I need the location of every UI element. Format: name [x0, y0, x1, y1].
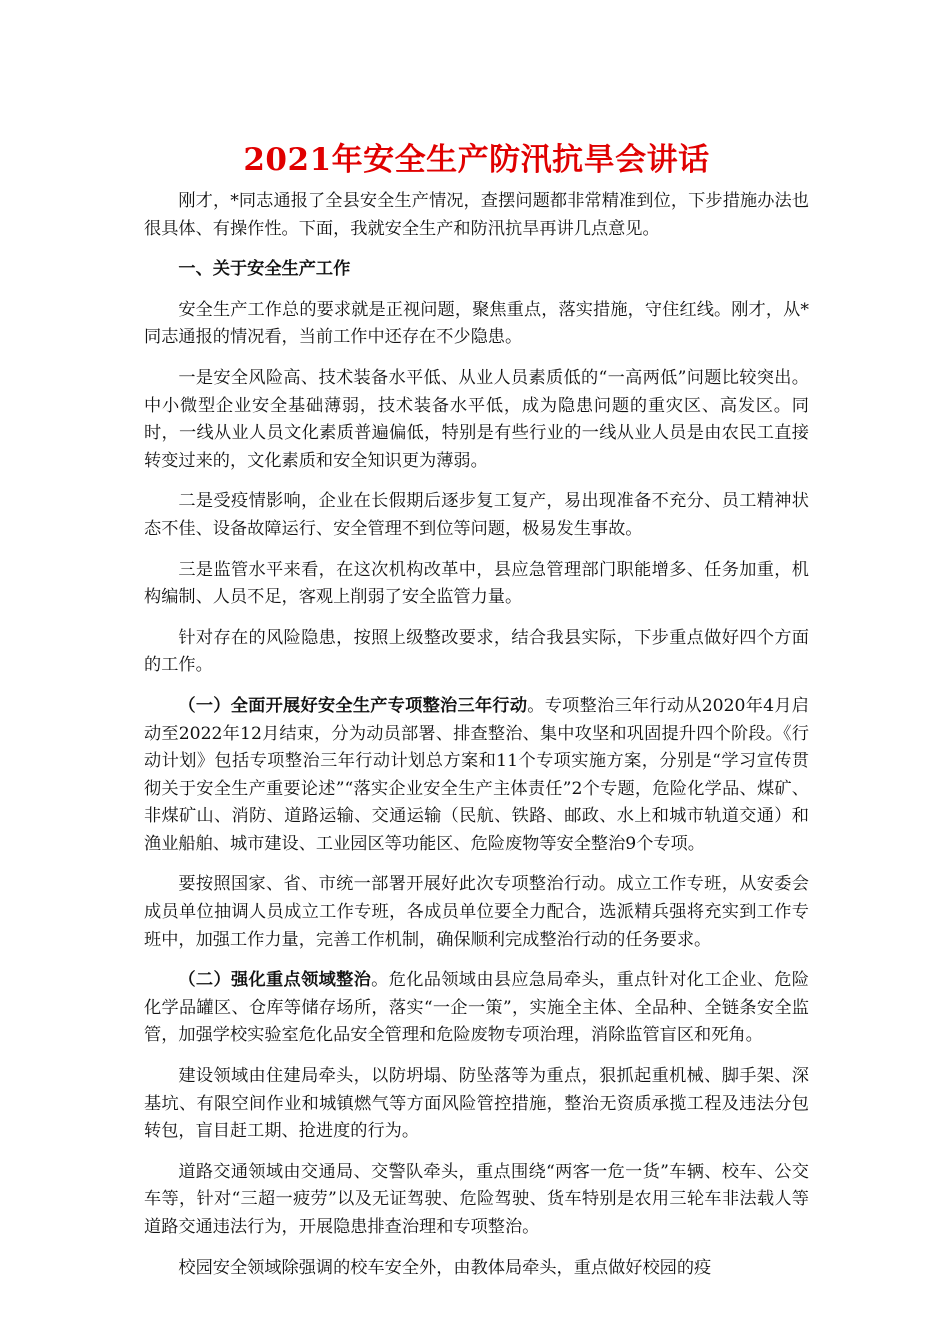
paragraph-construction: 建设领域由住建局牵头，以防坍塌、防坠落等为重点，狠抓起重机械、脚手架、深基坑、有限空间作业和城镇燃气等方面风险管控措施，整治无资质承揽工程及违法分包转包，盲目赶工期、抢进度的行为。 [144, 1066, 809, 1142]
paragraph-next-steps: 针对存在的风险隐患，按照上级整改要求，结合我县实际，下步重点做好四个方面的工作。 [144, 627, 809, 676]
paragraph-deployment: 要按照国家、省、市统一部署开展好此次专项整治行动。成立工作专班，从安委会成员单位抽调人员成立工作专班，各成员单位要全力配合，选派精兵强将充实到工作专班中，加强工作力量，完善工作机制，确保顺利完成整治行动的任务要求。 [144, 874, 809, 950]
document-title: 2021年安全生产防汛抗旱会讲话 [243, 142, 710, 178]
paragraph-requirements: 安全生产工作总的要求就是正视问题，聚焦重点，落实措施，守住红线。刚才，从*同志通报的情况看，当前工作中还存在不少隐患。 [144, 299, 809, 348]
paragraph-section-two [144, 967, 809, 1050]
paragraph-campus: 校园安全领域除强调的校车安全外，由教体局牵头，重点做好校园的疫 [178, 1257, 712, 1278]
subsection-heading-special-campaign: （一）全面开展好安全生产专项整治三年行动 [178, 695, 528, 716]
paragraph-issue-one: 一是安全风险高、技术装备水平低、从业人员素质低的“一高两低”问题比较突出。中小微型企业安全基础薄弱，技术装备水平低，成为隐患问题的重灾区、高发区。同时，一线从业人员文化素质普遍偏低，特别是有些行业的一线从业人员是由农民工直接转变过来的，文化素质和安全知识更为薄弱。 [144, 367, 809, 471]
subsection-heading-key-areas: （二）强化重点领域整治 [178, 970, 372, 991]
paragraph-section-one [144, 693, 809, 859]
document-page [144, 140, 809, 1295]
section-heading-safety: 一、关于安全生产工作 [178, 259, 351, 280]
subsection-body-key-areas: 。危化品领域由县应急局牵头，重点针对化工企业、危险化学品罐区、仓库等储存场所，落实“一企一策”，实施全主体、全品种、全链条安全监管，加强学校实验室危化品安全管理和危险废物专项治理，消除监管盲区和死角。 [144, 970, 809, 1046]
paragraph-issue-three: 三是监管水平来看，在这次机构改革中，县应急管理部门职能增多、任务加重，机构编制、人员不足，客观上削弱了安全监管力量。 [144, 559, 809, 608]
paragraph-issue-two: 二是受疫情影响，企业在长假期后逐步复工复产，易出现准备不充分、员工精神状态不佳、设备故障运行、安全管理不到位等问题，极易发生事故。 [144, 491, 809, 539]
subsection-body-special-campaign: 。专项整治三年行动从2020年4月启动至2022年12月结束，分为动员部署、排查整治、集中攻坚和巩固提升四个阶段。《行动计划》包括专项整治三年行动计划总方案和11个专项实施方案，分别是“学习宣传贯彻关于安全生产重要论述”“落实企业安全生产主体责任”2个专题，危险化学品、煤矿、非煤矿山、消防、道路运输、交通运输（民航、铁路、邮政、水上和城市轨道交通）和渔业船舶、城市建设、工业园区等功能区、危险废物等安全整治9个专项。 [144, 695, 809, 854]
paragraph-intro: 刚才，*同志通报了全县安全生产情况，查摆问题都非常精准到位，下步措施办法也很具体、有操作性。下面，我就安全生产和防汛抗旱再讲几点意见。 [144, 191, 809, 239]
paragraph-road-traffic: 道路交通领域由交通局、交警队牵头，重点围绕“两客一危一货”车辆、校车、公交车等，针对“三超一疲劳”以及无证驾驶、危险驾驶、货车特别是农用三轮车非法载人等道路交通违法行为，开展隐患排查治理和专项整治。 [144, 1161, 809, 1237]
